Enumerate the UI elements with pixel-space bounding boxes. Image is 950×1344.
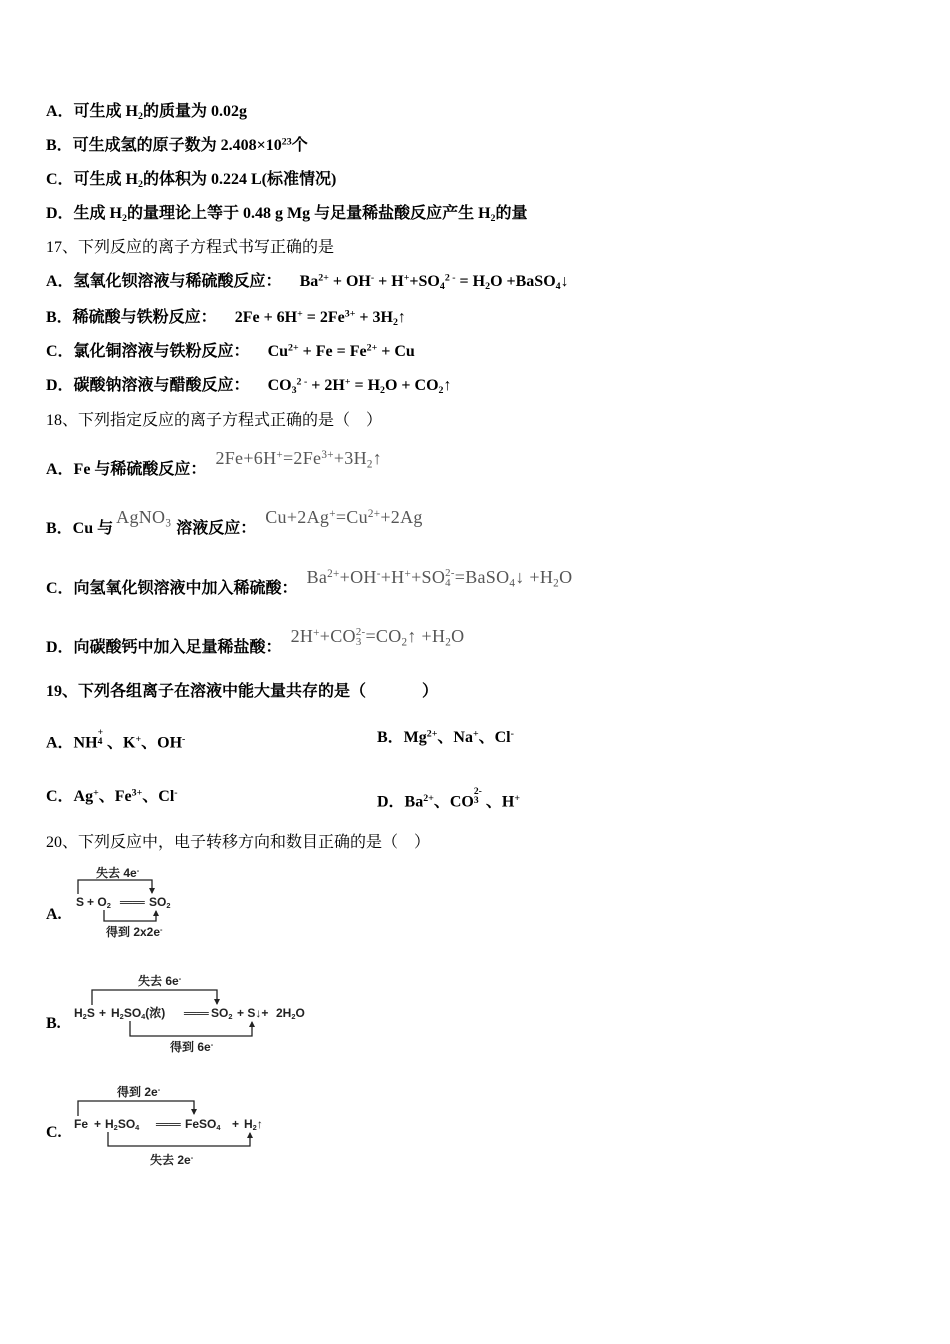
text-run: CO	[267, 377, 292, 394]
subscript: 2	[138, 178, 143, 190]
superscript: -	[182, 734, 186, 746]
superscript: 2-	[473, 786, 482, 797]
superscript: +	[514, 793, 520, 805]
superscript: 2-	[445, 566, 455, 579]
superscript: 2 -	[444, 272, 456, 284]
text-run: O	[451, 626, 465, 646]
superscript: -	[160, 924, 163, 934]
text-run: Cu	[267, 343, 289, 360]
q20-stem: 20、下列反应中，电子转移方向和数目正确的是（ ）	[46, 834, 431, 851]
subscript: 3	[473, 795, 479, 807]
superscript: +	[344, 376, 351, 388]
text-run: +CO	[319, 626, 356, 646]
subscript: 2	[366, 458, 373, 471]
superscript: 2+	[367, 507, 381, 520]
option-label-continued: 溶液反应：	[176, 520, 257, 537]
text-run: ↓ +H	[515, 567, 554, 587]
superscript: +	[297, 308, 303, 320]
text-run: 、OH	[141, 734, 183, 752]
superscript: 3+	[321, 448, 334, 461]
text-run: SO	[117, 1117, 136, 1131]
subscript: 2	[445, 636, 452, 649]
q19-stem: 19、下列各组离子在溶液中能大量共存的是（ ）	[46, 683, 439, 700]
subscript: 4	[555, 280, 561, 292]
superscript: 2 -	[296, 376, 308, 388]
q20-option-b-label: B.	[46, 1015, 61, 1032]
text-run: = 2Fe	[302, 309, 345, 326]
superscript: -	[370, 272, 375, 284]
text-run: 、K	[103, 734, 136, 752]
superscript: 2+	[426, 728, 438, 740]
text-run: S	[76, 895, 85, 909]
superscript: -	[174, 787, 178, 799]
subscript: 2	[122, 212, 127, 224]
option-label: A．氢氧化钡溶液与稀硫酸反应：	[46, 273, 282, 290]
text-run: 的量理论上等于 0.48 g Mg 与足量稀盐酸反应产生 H	[126, 205, 491, 222]
text-run: 、Na	[437, 729, 473, 746]
text-run: ══	[184, 1006, 209, 1020]
subscript: 2	[485, 280, 491, 292]
superscript: 3+	[131, 787, 143, 799]
subscript: 4	[97, 736, 103, 748]
text-run: AgNO	[116, 507, 166, 527]
text-run: 2Fe + 6H	[234, 309, 298, 326]
text-run: +2Ag	[380, 507, 423, 527]
text-run: +	[94, 1117, 102, 1131]
text-run: 得到 2e	[117, 1085, 158, 1099]
option-label: C．氯化铜溶液与铁粉反应：	[46, 343, 250, 360]
subscript: 2	[82, 1012, 87, 1022]
text-run: H	[244, 1117, 253, 1131]
text-run: +3H	[333, 448, 367, 468]
superscript: -	[210, 1039, 214, 1049]
q20-option-a-label: A.	[46, 906, 62, 923]
text-run: C．Ag	[46, 788, 94, 805]
subscript: 2	[291, 1012, 296, 1022]
superscript: 23	[281, 136, 292, 148]
text-run: +	[232, 1117, 240, 1131]
text-run: +SO	[411, 567, 446, 587]
subscript: 2	[252, 1123, 257, 1133]
superscript: +	[135, 734, 142, 746]
option-label: B．稀硫酸与铁粉反应：	[46, 309, 217, 326]
superscript: -	[157, 1084, 161, 1094]
text-run: +OH	[339, 567, 377, 587]
superscript: +	[93, 787, 99, 799]
option-c-bottom-bracket	[108, 1132, 250, 1146]
superscript: +	[472, 728, 479, 740]
subscript: 2	[138, 110, 143, 122]
text-run: Ba	[306, 567, 328, 587]
text-run: ↑	[256, 1117, 263, 1131]
superscript: 3+	[344, 308, 356, 320]
option-label: C．向氢氧化钡溶液中加入稀硫酸：	[46, 580, 298, 597]
text-run: ══	[156, 1117, 181, 1131]
text-run: H	[111, 1006, 120, 1020]
subscript: 2	[166, 901, 171, 911]
text-run: 、Fe	[98, 788, 132, 805]
option-b-top-bracket	[92, 990, 217, 1005]
text-run: 得到 2x2e	[106, 925, 161, 939]
subscript: 2	[392, 316, 398, 328]
subscript: 2	[119, 1012, 124, 1022]
text-run: 的体积为 0.224 L(标准情况)	[142, 171, 337, 188]
text-run: 、H	[481, 793, 515, 811]
text-run: 2Fe+6H	[215, 448, 277, 468]
q18-stem: 18、下列指定反应的离子方程式正确的是（ ）	[46, 412, 383, 429]
option-b-bottom-bracket	[130, 1021, 252, 1036]
superscript: +	[97, 727, 104, 738]
text-run: 、CO	[433, 793, 474, 811]
superscript: -	[136, 865, 140, 875]
text-run: D．Ba	[377, 793, 424, 811]
text-run: SO	[211, 1006, 229, 1020]
superscript: 2+	[366, 342, 378, 354]
text-run: ↑	[372, 448, 383, 468]
superscript: -	[190, 1152, 194, 1162]
text-run: ↑ +H	[407, 626, 446, 646]
subscript: 4	[509, 577, 516, 590]
option-label: D．向碳酸钙中加入足量稀盐酸：	[46, 639, 282, 656]
subscript: 2	[106, 901, 111, 911]
subscript: 2	[438, 384, 444, 396]
option-label: B．Cu 与	[46, 520, 114, 537]
option-c-top-bracket	[78, 1101, 194, 1116]
text-run: 的量	[495, 205, 528, 222]
subscript: 2	[401, 636, 408, 649]
text-run: FeSO	[185, 1117, 217, 1131]
text-run: A．NH	[46, 734, 98, 752]
subscript: 4	[141, 1012, 146, 1022]
text-run: Ba	[299, 273, 319, 290]
text-run: = H	[455, 273, 486, 290]
text-run: = H	[350, 377, 381, 394]
text-run: + OH	[328, 273, 371, 290]
text-run: + 2H	[307, 377, 345, 394]
text-run: ↓	[560, 273, 569, 290]
subscript: 2	[553, 577, 560, 590]
text-run: S	[86, 1006, 95, 1020]
option-a-top-bracket	[78, 880, 152, 894]
text-run: 失去 6e	[138, 974, 179, 988]
text-run: =BaSO	[454, 567, 510, 587]
option-a-bottom-bracket	[104, 910, 156, 921]
subscript: 2	[228, 1012, 233, 1022]
superscript: 2+	[288, 342, 299, 354]
text-run: B．Mg	[377, 729, 427, 746]
superscript: -	[178, 973, 182, 983]
subscript: 4	[135, 1123, 140, 1133]
superscript: 2-	[355, 625, 366, 638]
superscript: -	[376, 567, 381, 580]
text-run: =CO	[365, 626, 402, 646]
subscript: 3	[165, 517, 172, 530]
text-run: O + CO	[384, 377, 439, 394]
superscript: +	[329, 507, 336, 520]
text-run: B．可生成氢的原子数为 2.408×10	[46, 137, 282, 154]
text-run: SO	[123, 1006, 142, 1020]
text-run: Cu+2Ag	[265, 507, 330, 527]
subscript: 3	[291, 384, 297, 396]
text-run: O	[559, 567, 573, 587]
text-run: 、Cl	[478, 729, 511, 746]
subscript: 4	[439, 280, 445, 292]
option-label: A．Fe 与稀硫酸反应：	[46, 461, 207, 478]
text-run: =2Fe	[282, 448, 322, 468]
subscript: 4	[445, 577, 451, 590]
text-run: Fe	[74, 1117, 89, 1131]
subscript: 3	[355, 636, 362, 649]
text-run: O	[295, 1006, 305, 1020]
q20-option-c-label: C.	[46, 1124, 62, 1141]
superscript: +	[404, 567, 412, 580]
option-label: D．碳酸钠溶液与醋酸反应：	[46, 377, 250, 394]
text-run: H	[105, 1117, 114, 1131]
superscript: 2+	[318, 272, 329, 284]
text-run: 失去 4e	[96, 866, 137, 880]
text-run: 2H	[276, 1006, 292, 1020]
subscript: 2	[113, 1123, 118, 1133]
superscript: -	[510, 728, 514, 740]
text-run: + O	[87, 895, 107, 909]
text-run: 2H	[290, 626, 314, 646]
text-run: 得到 6e	[170, 1040, 211, 1054]
superscript: 2+	[423, 793, 434, 805]
text-run: O +BaSO	[490, 273, 556, 290]
text-run: D．生成 H	[46, 205, 123, 222]
text-run: + H	[374, 273, 404, 290]
text-run: SO	[149, 895, 167, 909]
text-run: ══	[120, 895, 145, 909]
subscript: 2	[490, 212, 496, 224]
text-run: + Fe = Fe	[298, 343, 367, 360]
text-run: H	[74, 1006, 83, 1020]
text-run: 失去 2e	[150, 1153, 191, 1167]
superscript: +	[403, 272, 410, 284]
text-run: +H	[380, 567, 405, 587]
text-run: + S↓+	[237, 1006, 269, 1020]
text-run: +	[99, 1006, 107, 1020]
superscript: +	[276, 448, 283, 461]
text-run: (浓)	[145, 1006, 166, 1020]
subscript: 2	[380, 384, 385, 396]
text-run: A．可生成 H	[46, 103, 139, 120]
text-run: ↑	[397, 309, 406, 326]
text-run: C．可生成 H	[46, 171, 139, 188]
text-run: 的质量为 0.02g	[142, 103, 247, 120]
text-run: 个	[291, 137, 308, 154]
text-run: =Cu	[335, 507, 368, 527]
text-run: +SO	[409, 273, 440, 290]
text-run: + Cu	[377, 343, 415, 360]
text-run: ↑	[443, 377, 452, 394]
text-run: + 3H	[355, 309, 393, 326]
superscript: 2+	[327, 567, 340, 580]
superscript: +	[313, 626, 320, 639]
text-run: 、Cl	[142, 788, 175, 805]
subscript: 4	[216, 1123, 221, 1133]
q17-stem: 17、下列反应的离子方程式书写正确的是	[46, 239, 335, 256]
